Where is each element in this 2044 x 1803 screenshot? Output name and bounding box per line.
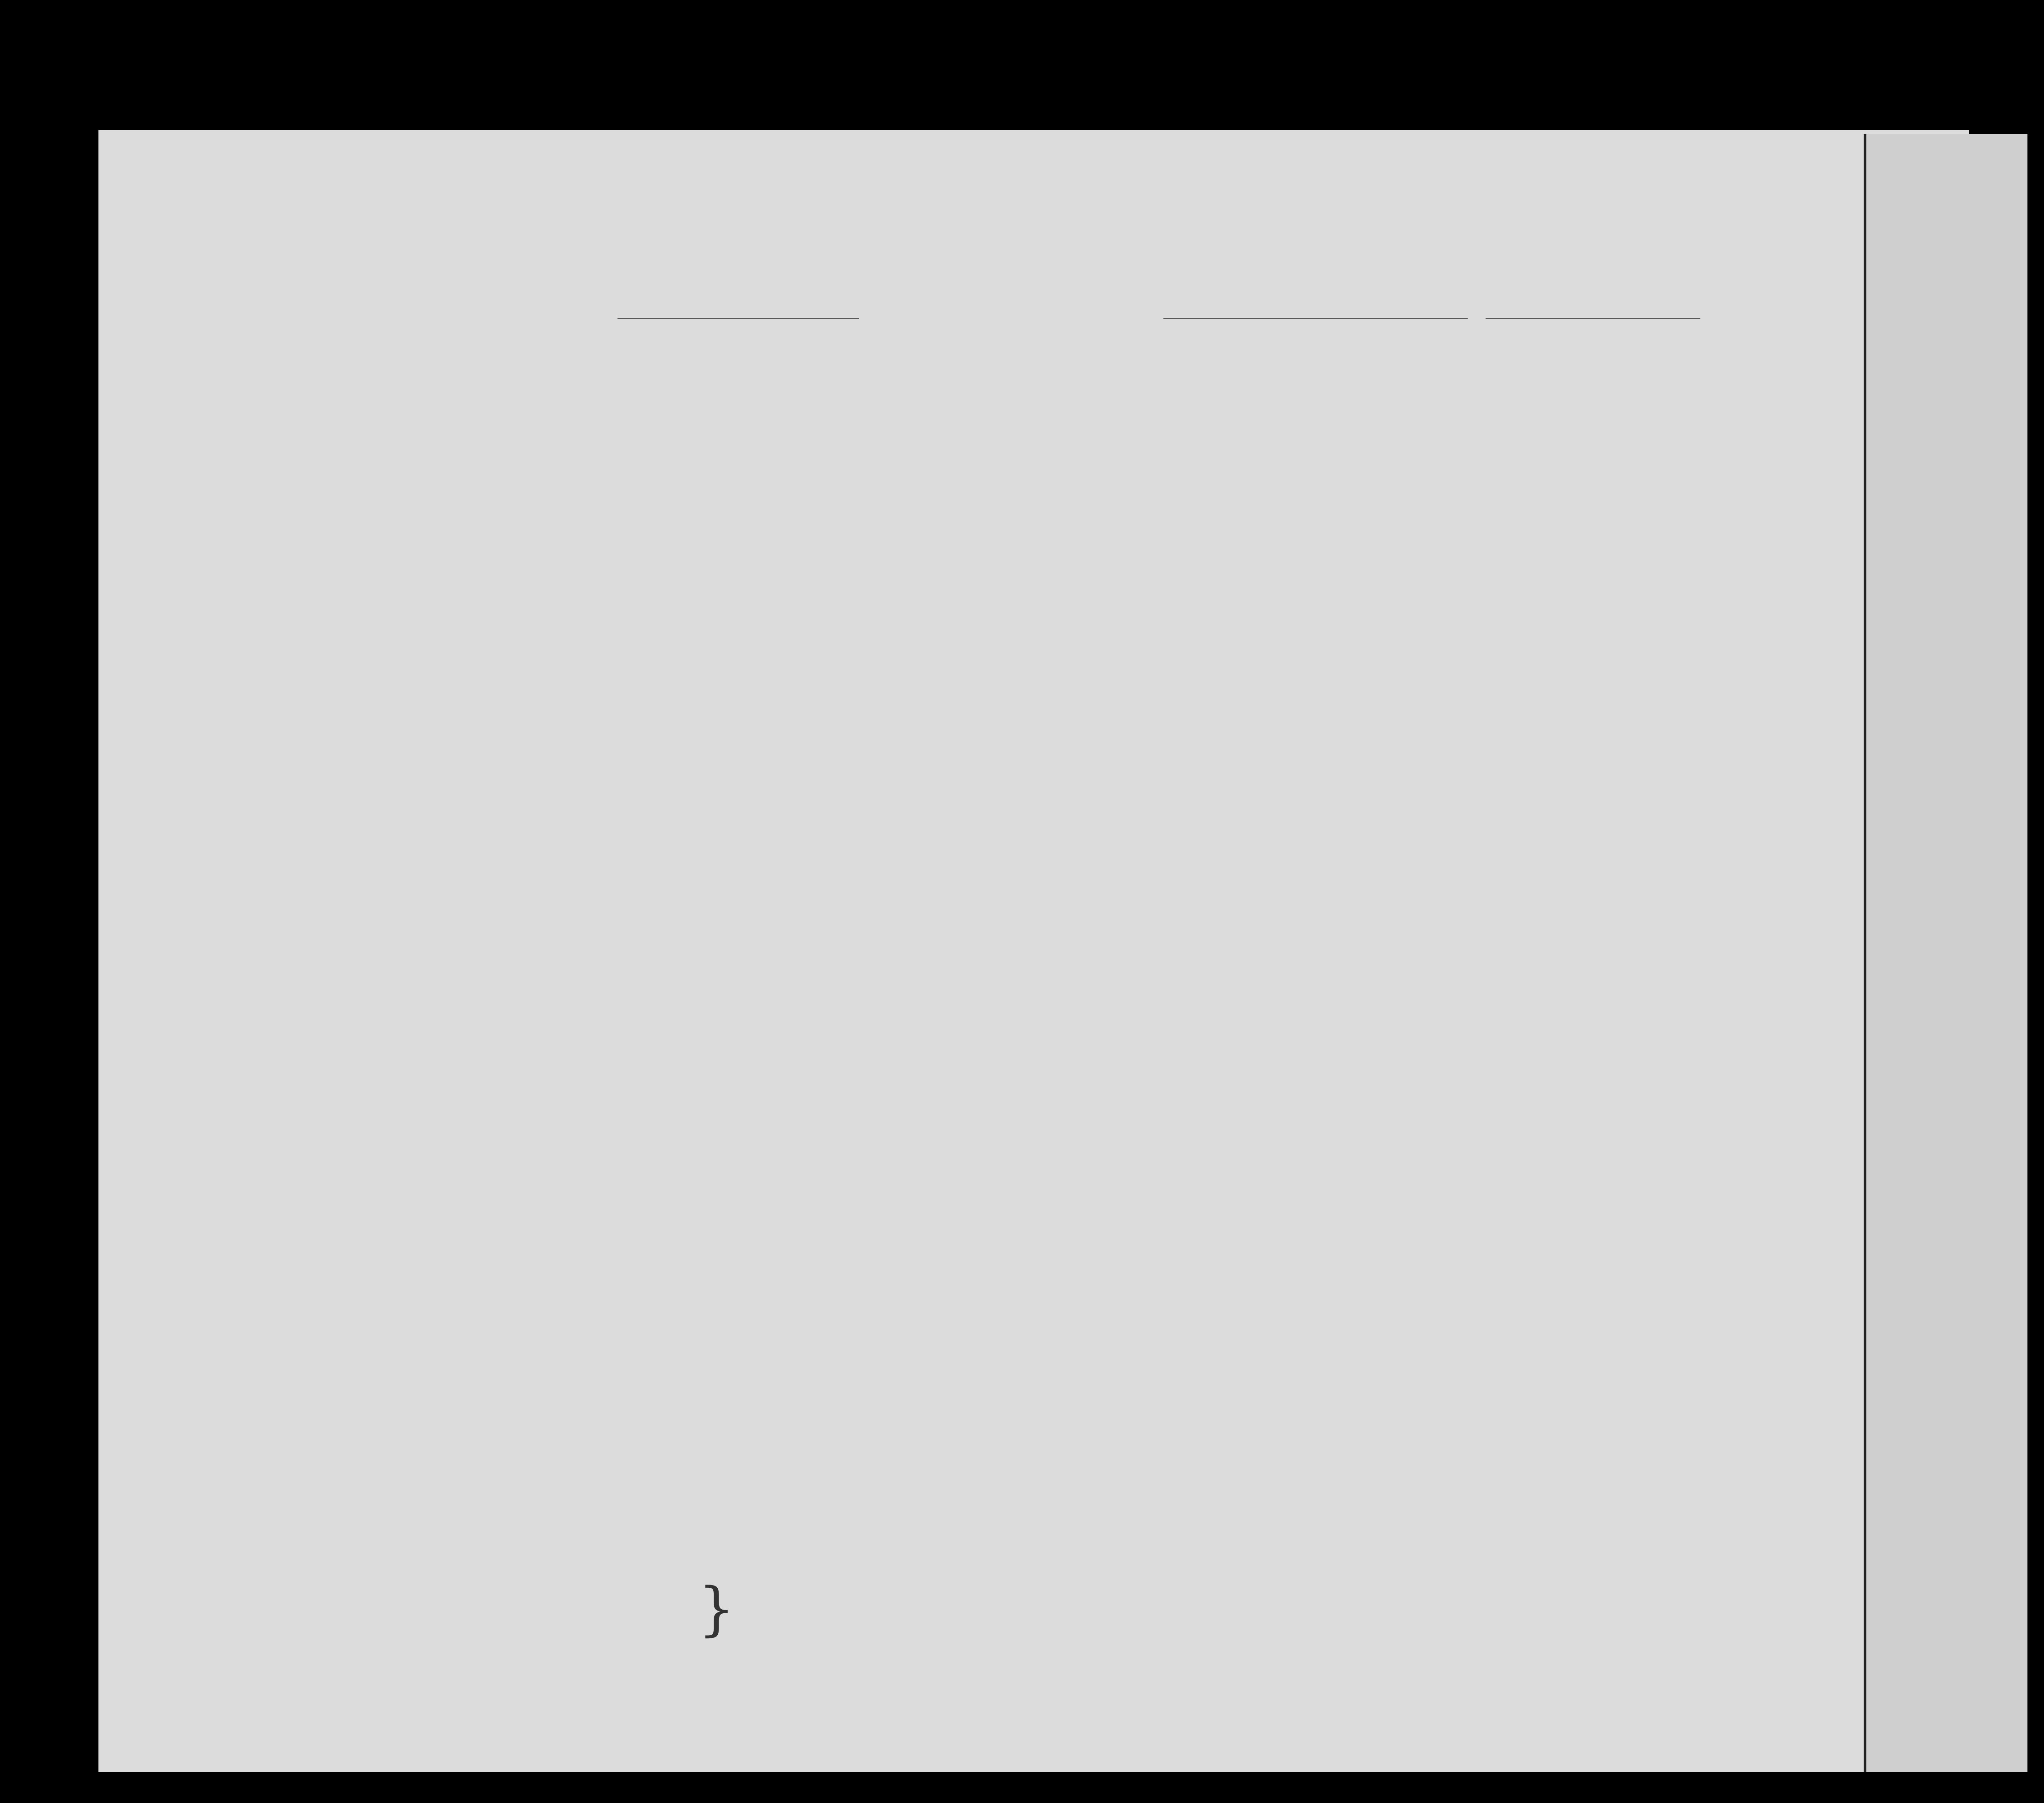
manifest-subtitle bbox=[439, 239, 1803, 255]
manifest-page bbox=[98, 130, 1969, 1772]
adjacent-page-edge bbox=[1864, 134, 2027, 1772]
